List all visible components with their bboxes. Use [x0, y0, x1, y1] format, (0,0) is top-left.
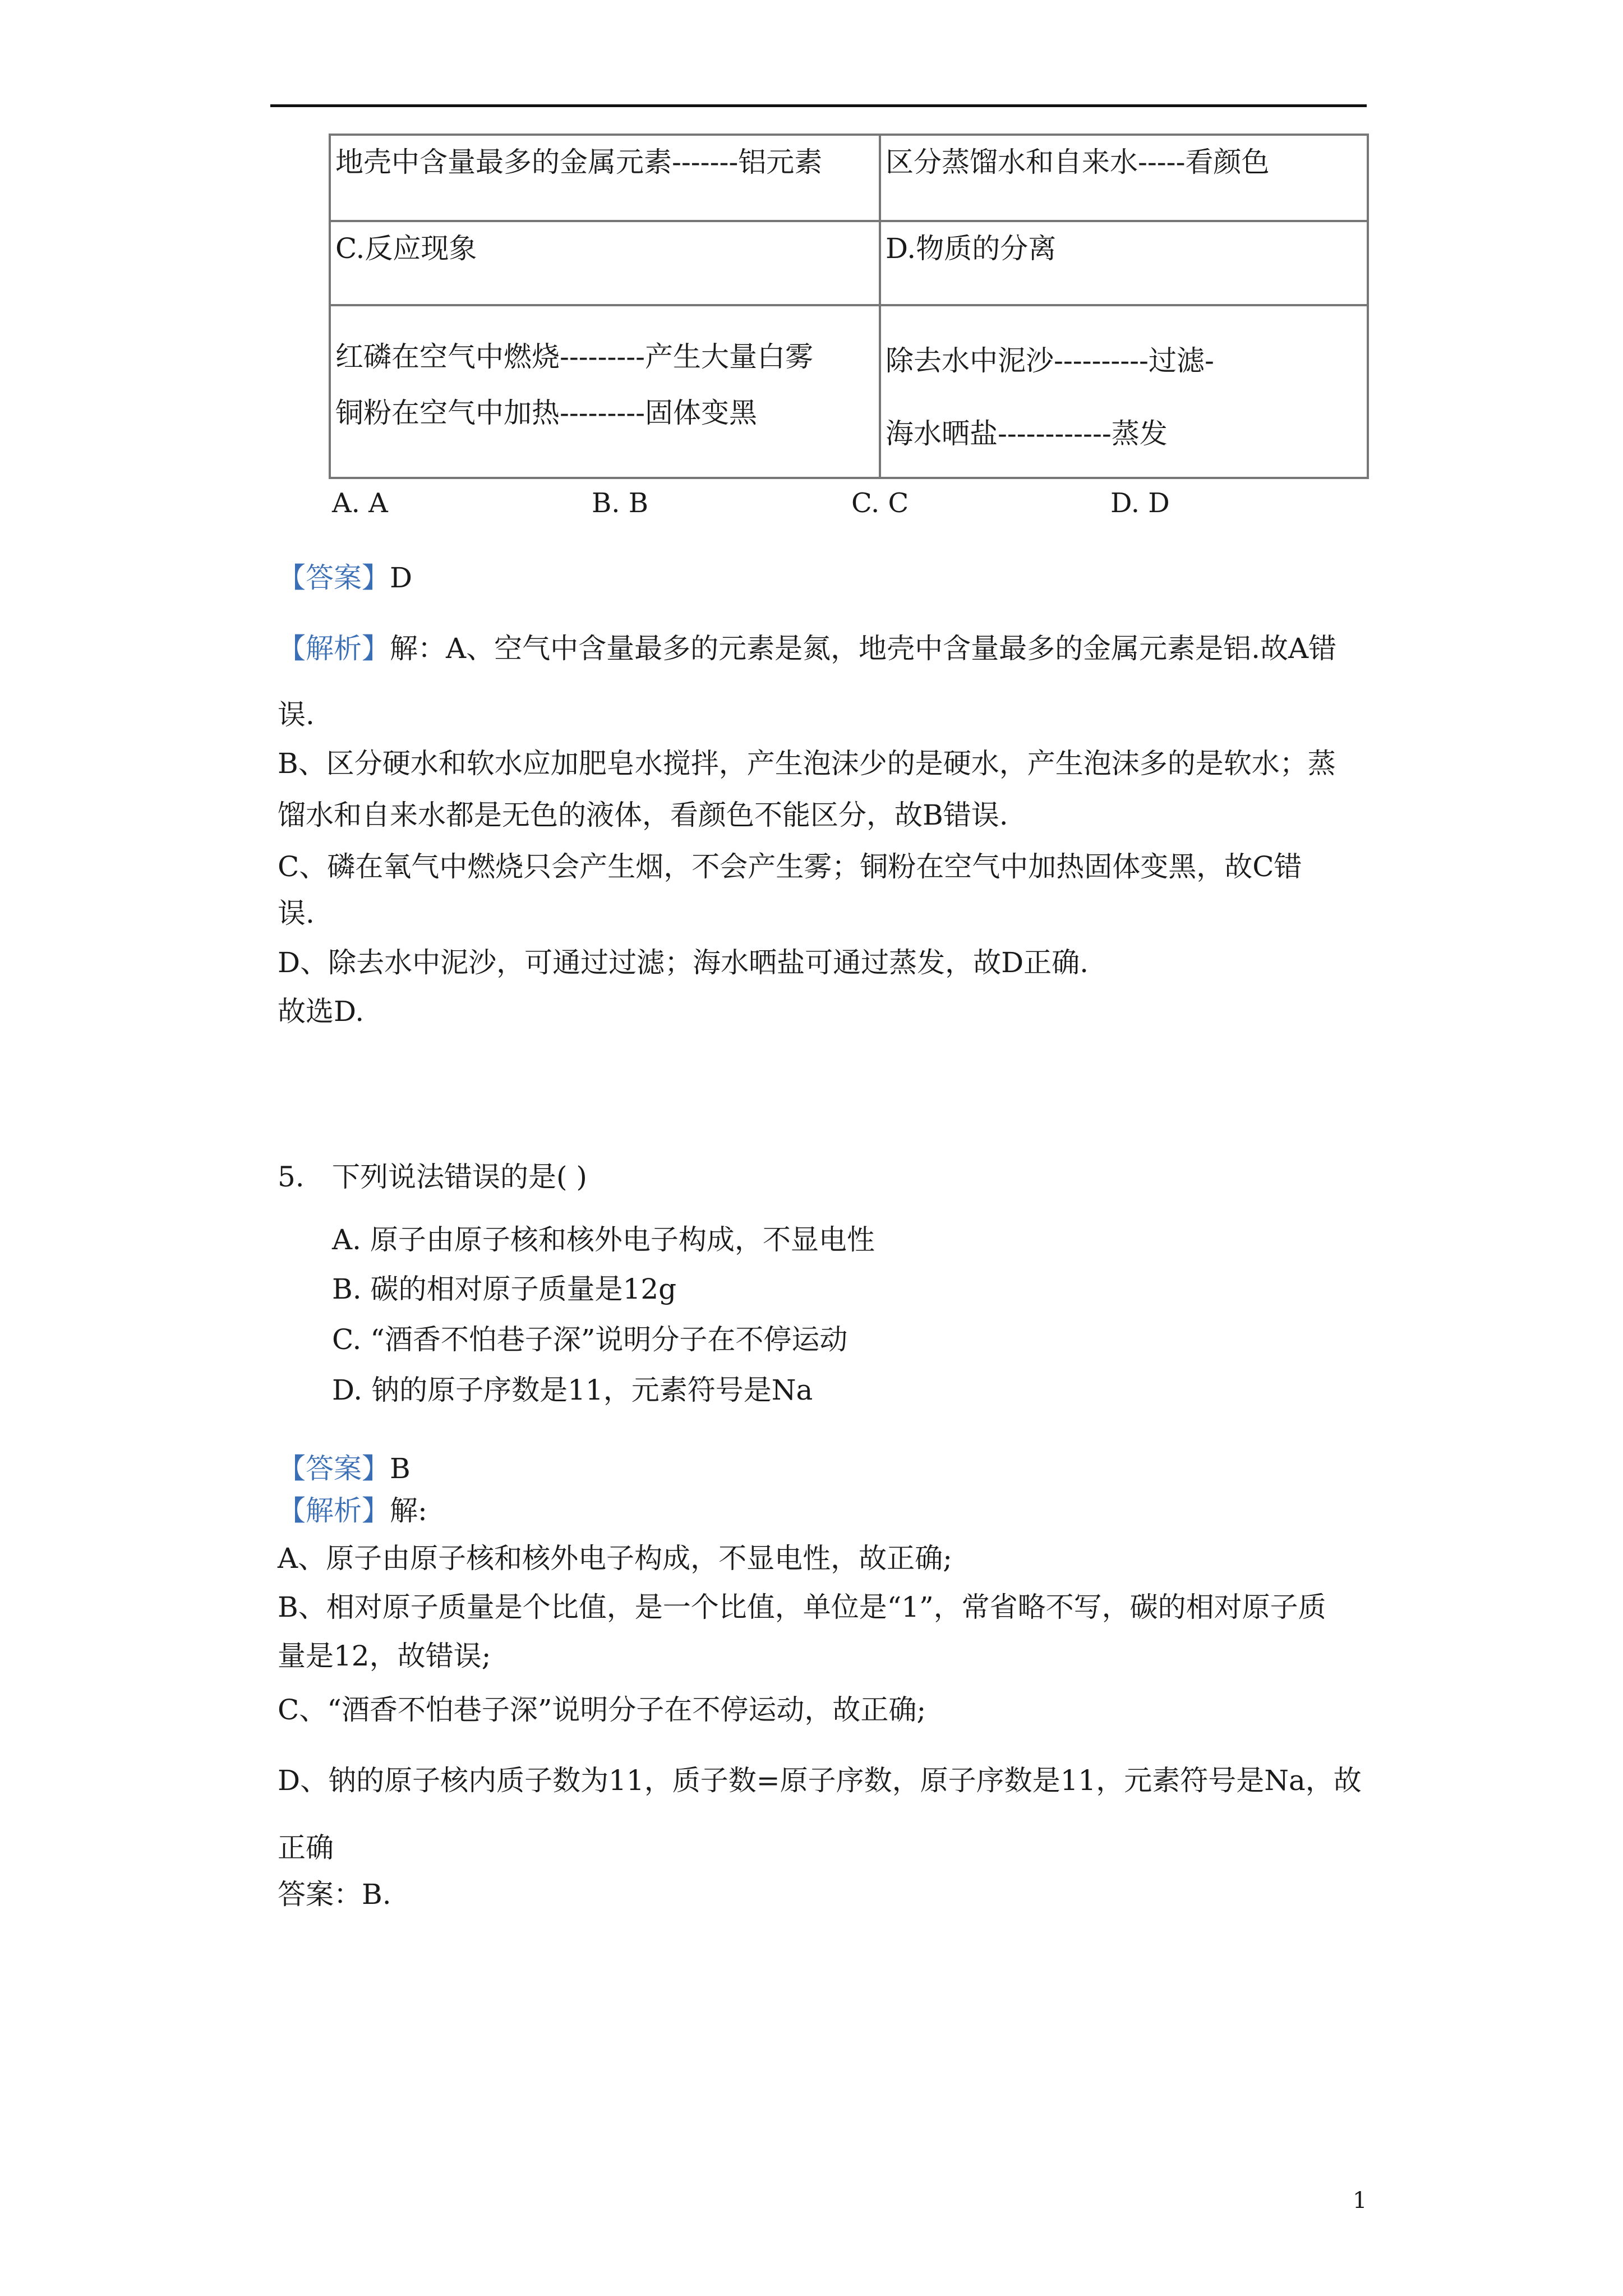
q4-analysis-line: 故选D.	[278, 995, 365, 1028]
table-cell: 区分蒸馏水和自来水-----看颜色	[880, 135, 1368, 221]
analysis-text: 解:	[390, 1494, 427, 1527]
q4-option-a: A. A	[332, 487, 388, 519]
q5-analysis-line: C、“酒香不怕巷子深”说明分子在不停运动，故正确;	[278, 1694, 926, 1726]
table-cell	[330, 305, 880, 478]
q4-analysis-line: D、除去水中泥沙，可通过过滤；海水晒盐可通过蒸发，故D正确.	[278, 946, 1089, 979]
q5-stem: 下列说法错误的是( )	[332, 1161, 587, 1193]
q5-analysis-head	[278, 1489, 427, 1532]
cell-line: 海水晒盐------------蒸发	[886, 417, 1168, 450]
answer-tag: 【答案】	[278, 562, 390, 594]
header-rule	[270, 104, 1367, 107]
q5-analysis-line: 答案：B.	[278, 1878, 391, 1911]
q5-analysis-line: B、相对原子质量是个比值，是一个比值，单位是“1”，常省略不写，碳的相对原子质	[278, 1591, 1326, 1623]
cell-line: 除去水中泥沙----------过滤-	[886, 344, 1214, 377]
q5-analysis-line: D、钠的原子核内质子数为11，质子数=原子序数，原子序数是11，元素符号是Na，故	[278, 1764, 1362, 1797]
table-cell: 地壳中含量最多的金属元素-------铝元素	[330, 135, 880, 221]
q5-answer	[278, 1447, 411, 1490]
q5-option-a: A. 原子由原子核和核外电子构成，不显电性	[332, 1223, 875, 1256]
q5-option-b: B. 碳的相对原子质量是12g	[332, 1273, 677, 1305]
q4-analysis-line: 馏水和自来水都是无色的液体，看颜色不能区分，故B错误.	[278, 799, 1008, 831]
analysis-text: 解：A、空气中含量最多的元素是氮，地壳中含量最多的金属元素是铝.故A错	[390, 632, 1337, 665]
q4-analysis-line: C、磷在氧气中燃烧只会产生烟，不会产生雾；铜粉在空气中加热固体变黑，故C错	[278, 850, 1302, 883]
options-table	[329, 134, 1369, 479]
table-cell	[880, 305, 1368, 478]
q4-option-d: D. D	[1110, 487, 1170, 519]
cell-line: 红磷在空气中燃烧---------产生大量白雾	[335, 341, 814, 373]
q4-analysis-line: 误.	[278, 698, 315, 731]
q5-option-d: D. 钠的原子序数是11，元素符号是Na	[332, 1374, 813, 1406]
q4-analysis-line	[278, 627, 1336, 670]
page-number: 1	[1353, 2188, 1367, 2214]
q4-analysis-line: 误.	[278, 897, 315, 930]
table-cell: C.反应现象	[330, 221, 880, 305]
cell-line: 铜粉在空气中加热---------固体变黑	[335, 397, 758, 429]
answer-value: B	[390, 1452, 411, 1485]
q4-answer	[278, 556, 412, 599]
q5-analysis-line: 量是12，故错误;	[278, 1640, 491, 1672]
analysis-tag: 【解析】	[278, 1494, 390, 1527]
q5-analysis-line: 正确	[278, 1832, 334, 1864]
q4-option-b: B. B	[592, 487, 649, 519]
q5-option-c: C. “酒香不怕巷子深”说明分子在不停运动	[332, 1323, 848, 1356]
q4-option-c: C. C	[851, 487, 909, 519]
answer-value: D	[390, 562, 413, 594]
table-cell: D.物质的分离	[880, 221, 1368, 305]
q4-analysis-line: B、区分硬水和软水应加肥皂水搅拌，产生泡沫少的是硬水，产生泡沫多的是软水；蒸	[278, 747, 1336, 780]
analysis-tag: 【解析】	[278, 632, 390, 665]
answer-tag: 【答案】	[278, 1452, 390, 1485]
q5-number: 5.	[278, 1161, 305, 1193]
q5-analysis-line: A、原子由原子核和核外电子构成，不显电性，故正确;	[278, 1542, 952, 1575]
